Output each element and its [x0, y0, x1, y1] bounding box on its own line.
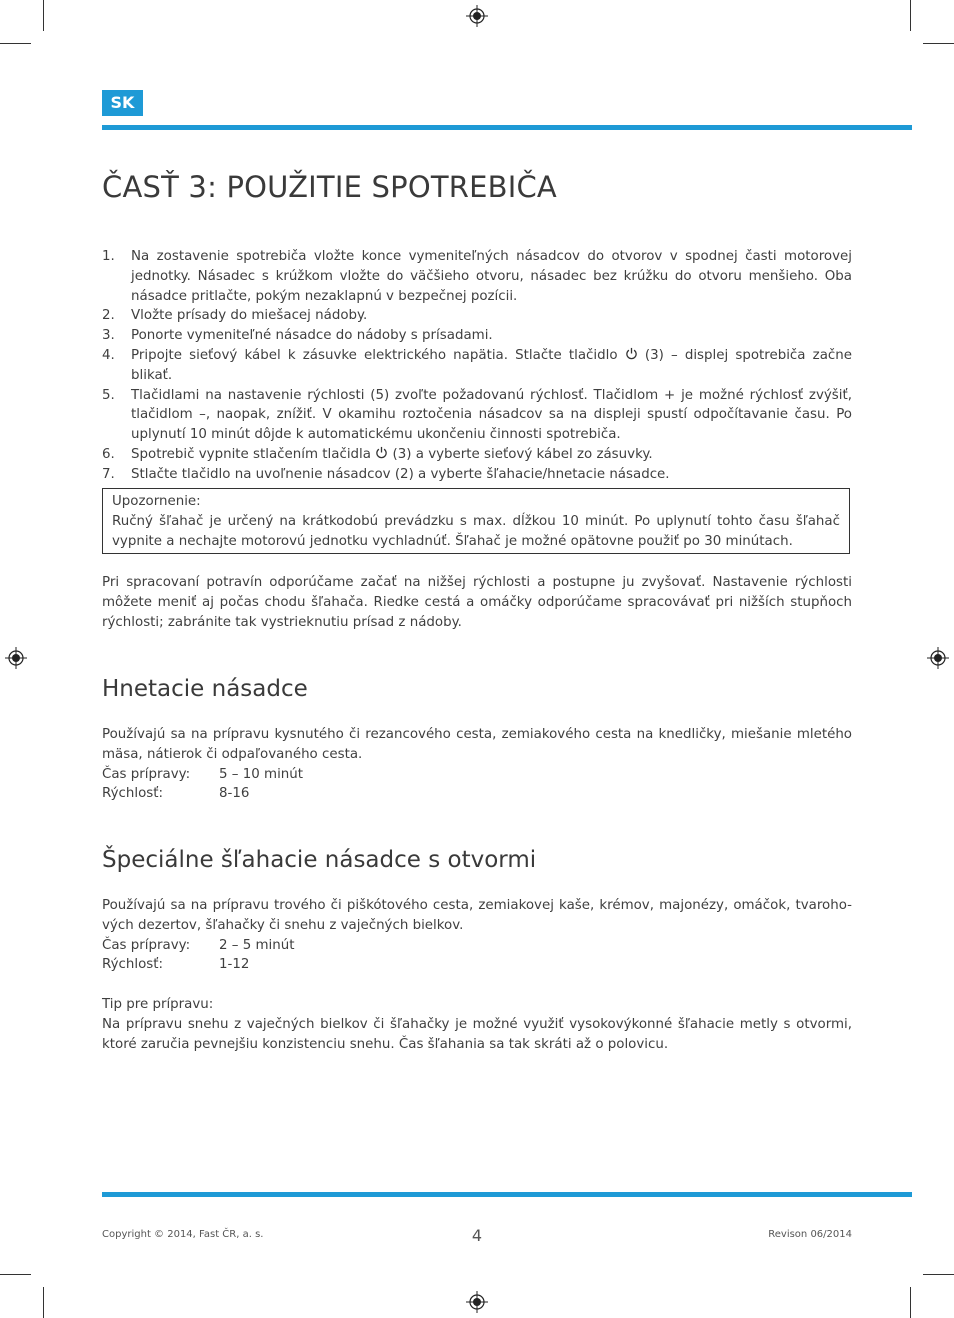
- step-number: 3.: [102, 328, 115, 344]
- step-text-before: Spotrebič vypnite stlačením tlačidla: [131, 446, 371, 462]
- tip-text: Na prípravu snehu z vaječných bielkov či šľahačky je možné využiť vysokovýkonné šľahacie metly s otvormi, ktoré zaručia pevnejšiu konzistenciu snehu. Čas šľahania sa tak skráti až o polovicu.: [102, 1016, 852, 1052]
- registration-mark-icon: [5, 647, 27, 669]
- step-text-after: (3) a vyberte sieťový kábel zo zásuvky.: [392, 446, 653, 462]
- speed-row: [102, 955, 852, 975]
- crop-mark: [923, 1274, 954, 1275]
- power-icon: [375, 446, 388, 459]
- page-number: 4: [471, 1226, 483, 1245]
- section-heading-kneading: Hnetacie násadce: [102, 676, 308, 702]
- power-icon: [625, 347, 638, 360]
- speed-label: Rýchlosť:: [102, 957, 163, 973]
- language-badge: SK: [102, 90, 143, 116]
- list-item: [102, 445, 852, 465]
- copyright-text: Copyright © 2014, Fast ČR, a. s.: [102, 1229, 264, 1240]
- list-item: [102, 346, 852, 386]
- crop-mark: [0, 1274, 31, 1275]
- section-heading-whisk: Špeciálne šľahacie násadce s otvormi: [102, 847, 537, 873]
- section-body-kneading: [102, 725, 852, 804]
- step-text: Stlačte tlačidlo na uvoľnenie násadcov (2) a vyberte šľahacie/hnetacie násadce.: [131, 466, 670, 482]
- list-item: [102, 326, 852, 346]
- footer-rule: [102, 1192, 912, 1197]
- crop-mark: [43, 1287, 44, 1318]
- prep-time-value: 5 – 10 minút: [219, 766, 304, 782]
- tip-label: Tip pre prípravu:: [102, 996, 214, 1012]
- list-item: [102, 306, 852, 326]
- section-body-whisk: [102, 896, 852, 1054]
- revision-text: Revison 06/2014: [768, 1229, 852, 1240]
- step-text: Tlačidlami na nastavenie rýchlosti (5) zvoľte požadovanú rýchlosť. Tlačidlom + je možné rýchlosť zvýšiť, tlačidlom –, naopak, znížiť. V okamihu roztočenia násadcov sa na displeji spustí odpočítavanie času. Po uplynutí 10 minút dôjde k automatickému ukončeniu činnosti spotrebiča.: [131, 387, 852, 443]
- crop-mark: [0, 43, 31, 44]
- header-rule: [102, 125, 912, 130]
- steps-list: [102, 247, 852, 485]
- step-number: 7.: [102, 466, 115, 482]
- step-text-before: Pripojte sieťový kábel k zásuvke elektrického napätia. Stlačte tlačidlo: [131, 347, 618, 363]
- warning-notice: [102, 488, 850, 554]
- prep-time-row: [102, 936, 852, 956]
- prep-time-row: [102, 765, 852, 785]
- crop-mark: [43, 0, 44, 31]
- crop-mark: [910, 1287, 911, 1318]
- step-text-after: (3) – displej spotrebiča začne blikať.: [131, 347, 852, 383]
- step-number: 4.: [102, 347, 115, 363]
- step-text: [131, 346, 852, 386]
- speed-row: [102, 784, 852, 804]
- speed-label: Rýchlosť:: [102, 786, 163, 802]
- speed-paragraph: Pri spracovaní potravín odporúčame začať na nižšej rýchlosti a postupne ju zvyšovať. Nastavenie rýchlosti môžete meniť aj počas chodu šľahača. Riedke cestá a omáčky odporúčame spracovávať pri nižších stupňoch rýchlosti; zabránite tak vystrieknutiu prísad z nádoby.: [102, 575, 852, 630]
- speed-value: 8-16: [219, 786, 250, 802]
- step-number: 6.: [102, 446, 115, 462]
- crop-mark: [910, 0, 911, 31]
- step-text: Vložte prísady do miešacej nádoby.: [131, 308, 368, 324]
- registration-mark-icon: [466, 1291, 488, 1313]
- prep-time-label: Čas prípravy:: [102, 937, 191, 953]
- prep-time-label: Čas prípravy:: [102, 766, 191, 782]
- list-item: [102, 247, 852, 306]
- prep-time-value: 2 – 5 minút: [219, 937, 295, 953]
- section-text: Používajú sa na prípravu kysnutého či rezancového cesta, zemiakového cesta na knedličky, miešanie mletého mäsa, nátierok či odpaľovaného cesta.: [102, 727, 852, 762]
- crop-mark: [923, 43, 954, 44]
- list-item: [102, 386, 852, 445]
- speed-value: 1-12: [219, 957, 250, 973]
- registration-mark-icon: [927, 647, 949, 669]
- section-text: Používajú sa na prípravu trového či piškótového cesta, zemiakovej kaše, krémov, majonézy, omáčok, tvaroho-vých dezertov, šľahačky či snehu z vaječných bielkov.: [102, 898, 852, 933]
- list-item: [102, 465, 852, 485]
- step-number: 5.: [102, 387, 115, 403]
- spacer: [102, 975, 852, 995]
- page-title: ČASŤ 3: POUŽITIE SPOTREBIČA: [102, 170, 557, 204]
- step-number: 1.: [102, 249, 115, 264]
- step-text: Ponorte vymeniteľné násadce do nádoby s prísadami.: [131, 328, 493, 344]
- step-number: 2.: [102, 308, 115, 324]
- step-text: [131, 445, 852, 465]
- notice-text: Ručný šľahač je určený na krátkodobú prevádzku s max. dĺžkou 10 minút. Po uplynutí tohto času šľahač vypnite a nechajte motorovú jednotku vychladnúť. Šľahač je možné opätovne použiť po 30 minútach.: [112, 513, 840, 549]
- notice-label: Upozornenie:: [112, 494, 201, 509]
- registration-mark-icon: [466, 5, 488, 27]
- step-text: Na zostavenie spotrebiča vložte konce vymeniteľných násadcov do otvorov v spodnej časti motorovej jednotky. Násadec s krúžkom vložte do väčšieho otvoru, násadec bez krúžku do otvoru menšieho. Oba násadce pritlačte, pokým nezaklapnú v bezpečnej pozícii.: [131, 249, 852, 304]
